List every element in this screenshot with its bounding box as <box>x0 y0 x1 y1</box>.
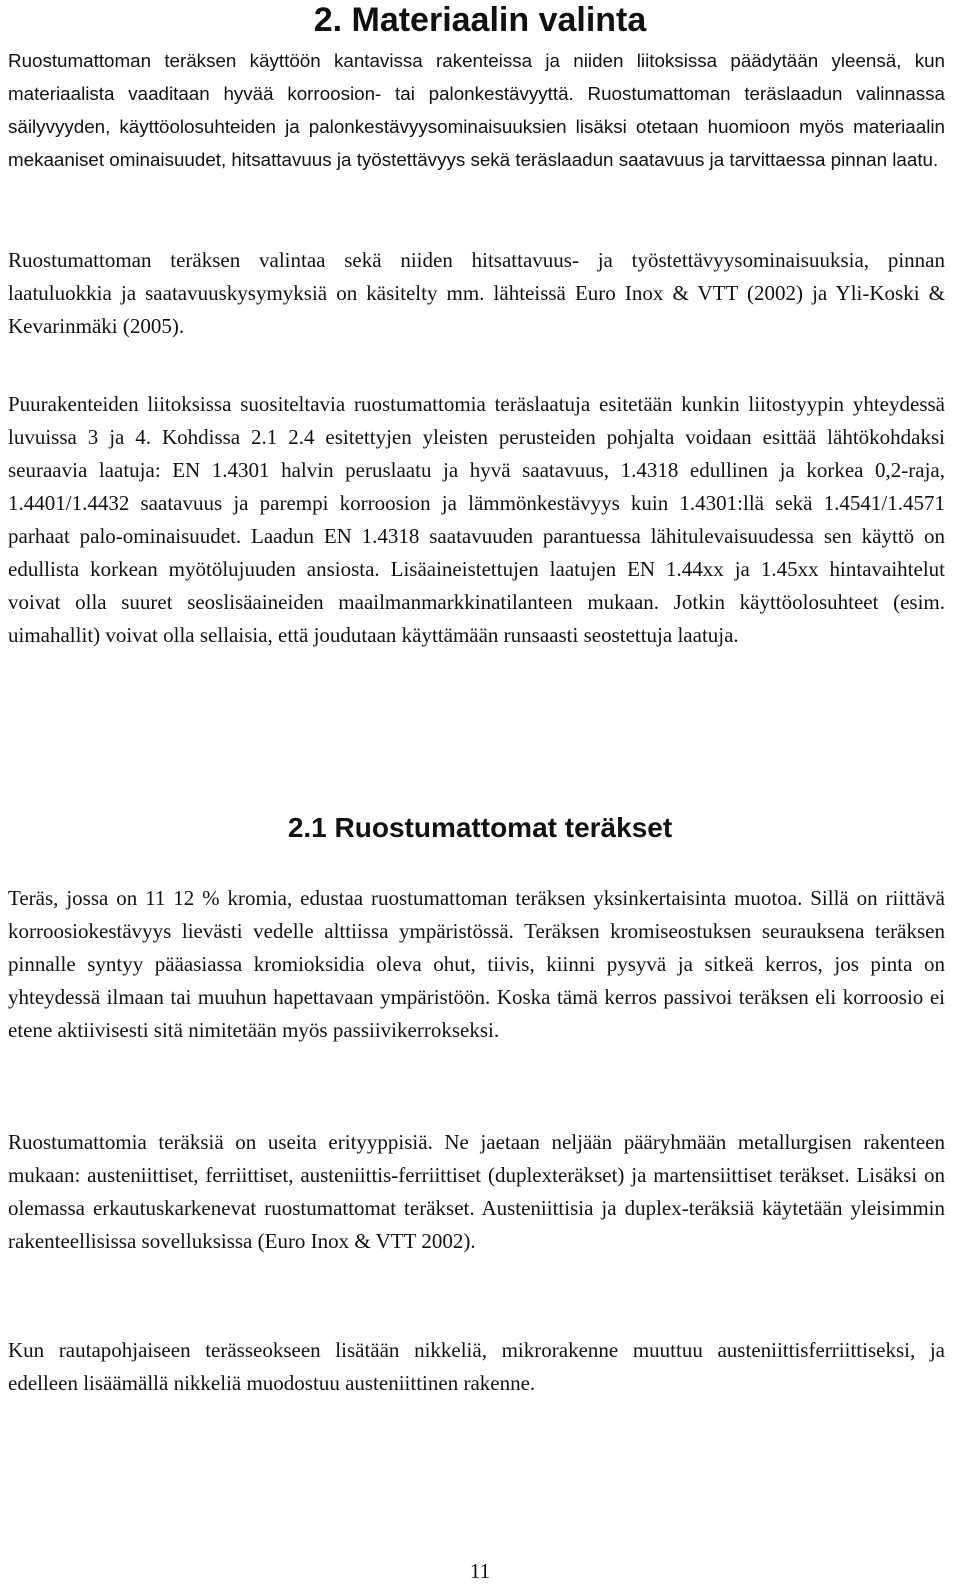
grades-paragraph: Puurakenteiden liitoksissa suositeltavia ruostumattomia teräslaatuja esitetään kunkin liitostyypin yhteydessä luvuissa 3 ja 4. Kohdissa 2.1 2.4 esitettyjen yleisten perusteiden pohjalta voidaan esittää lähtökohdaksi seuraavia laatuja: EN 1.4301 halvin peruslaatu ja hyvä saatavuus, 1.4318 edullinen ja korkea 0,2-raja, 1.4401/1.4432 saatavuus ja parempi korroosion ja lämmönkestävyys kuin 1.4301:llä sekä 1.4541/1.4571 parhaat palo-ominaisuudet. Laadun EN 1.4318 saatavuuden parantuessa lähitulevaisuudessa sen käyttö on edullista korkean myötölujuuden ansiosta. Lisäaineistettujen laatujen EN 1.44xx ja 1.45xx hintavaihtelut voivat olla suuret seoslisäaineiden maailmanmarkkinatilanteen mukaan. Jotkin käyttöolosuhteet (esim. uimahallit) voivat olla sellaisia, että joudutaan käyttämään runsaasti seostettuja laatuja. <box>8 392 945 647</box>
references-paragraph: Ruostumattoman teräksen valintaa sekä niiden hitsattavuus- ja työstettävyysominaisuuksia, pinnan laatuluokkia ja saatavuuskysymyksiä on käsitelty mm. lähteissä Euro Inox & VTT (2002) ja Yli-Koski & Kevarinmäki (2005). <box>8 248 945 338</box>
page-number: 11 <box>469 1559 491 1583</box>
types-paragraph: Ruostumattomia teräksiä on useita erityyppisiä. Ne jaetaan neljään pääryhmään metallurgisen rakenteen mukaan: austeniittiset, ferriittiset, austeniittis-ferriittiset (duplexteräkset) ja martensiittiset teräkset. Lisäksi on olemassa erkautuskarkenevat ruostumattomat teräkset. Austeniittisia ja duplex-teräksiä käytetään yleisimmin rakenteellisissa sovelluksissa (Euro Inox & VTT 2002). <box>8 1130 945 1253</box>
intro-paragraph: Ruostumattoman teräksen käyttöön kantavissa rakenteissa ja niiden liitoksissa päädytään yleensä, kun materiaalista vaaditaan hyvää korroosion- tai palonkestävyyttä. Ruostumattoman teräslaadun valinnassa säilyvyyden, käyttöolosuhteiden ja palonkestävyysominaisuuksien lisäksi otetaan huomioon myös materiaalin mekaaniset ominaisuudet, hitsattavuus ja työstettävyys sekä teräslaadun saatavuus ja tarvittaessa pinnan laatu. <box>8 50 945 170</box>
section-heading: 2. Materiaalin valinta <box>313 1 647 39</box>
nickel-paragraph: Kun rautapohjaiseen terässeokseen lisätään nikkeliä, mikrorakenne muuttuu austeniittisferriittiseksi, ja edelleen lisäämällä nikkeliä muodostuu austeniittinen rakenne. <box>8 1338 945 1395</box>
subsection-heading: 2.1 Ruostumattomat teräkset <box>287 812 673 843</box>
chromium-paragraph: Teräs, jossa on 11 12 % kromia, edustaa ruostumattoman teräksen yksinkertaisinta muotoa. Sillä on riittävä korroosiokestävyys lievästi vedelle alttiissa ympäristössä. Teräksen kromiseostuksen seurauksena teräksen pinnalle syntyy pääasiassa kromioksidia oleva ohut, tiivis, kiinni pysyvä ja sitkeä kerros, jos pinta on yhteydessä ilmaan tai muuhun hapettavaan ympäristöön. Koska tämä kerros passivoi teräksen eli korroosio ei etene aktiivisesti sitä nimitetään myös passiivikerrokseksi. <box>8 886 945 1042</box>
